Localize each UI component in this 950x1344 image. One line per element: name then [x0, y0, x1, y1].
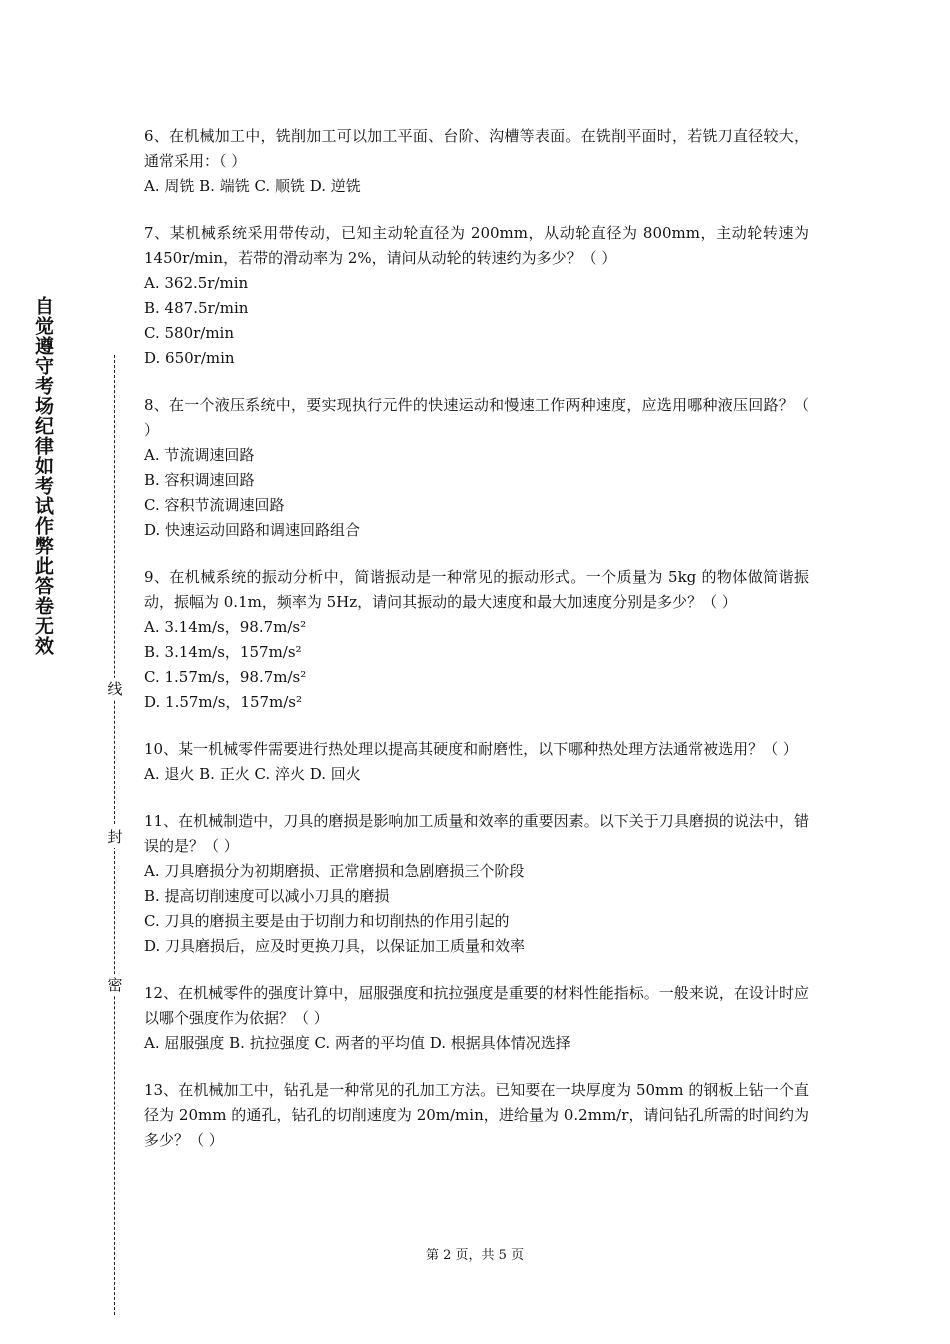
- question-list: [144, 124, 809, 1175]
- option-a: A. 节流调速回路: [144, 446, 255, 464]
- question-10: [144, 737, 809, 787]
- option-d: D. 刀具磨损后，应及时更换刀具，以保证加工质量和效率: [144, 937, 526, 955]
- question-stem: 9、在机械系统的振动分析中，简谐振动是一种常见的振动形式。一个质量为 5kg 的物体做简谐振动，振幅为 0.1m，频率为 5Hz，请问其振动的最大速度和最大加速度分别是多少？（ ）: [144, 568, 809, 611]
- question-9: [144, 565, 809, 715]
- question-stem: 6、在机械加工中，铣削加工可以加工平面、台阶、沟槽等表面。在铣削平面时，若铣刀直径较大，通常采用：（ ）: [144, 127, 809, 170]
- option-b: B. 提高切削速度可以减小刀具的磨损: [144, 887, 390, 905]
- option-c: C. 刀具的磨损主要是由于切削力和切削热的作用引起的: [144, 912, 510, 930]
- question-13: [144, 1078, 809, 1153]
- option-d: D. 1.57m/s，157m/s²: [144, 693, 303, 711]
- option-d: D. 快速运动回路和调速回路组合: [144, 521, 361, 539]
- question-options: A. 屈服强度 B. 抗拉强度 C. 两者的平均值 D. 根据具体情况选择: [144, 1034, 571, 1052]
- option-c: C. 1.57m/s，98.7m/s²: [144, 668, 307, 686]
- binding-label-seal: 封: [107, 828, 123, 846]
- question-stem: 10、某一机械零件需要进行热处理以提高其硬度和耐磨性，以下哪种热处理方法通常被选用？（ ）: [144, 740, 798, 758]
- question-stem: 12、在机械零件的强度计算中，屈服强度和抗拉强度是重要的材料性能指标。一般来说，在设计时应以哪个强度作为依据？（ ）: [144, 984, 809, 1027]
- option-d: D. 650r/min: [144, 349, 235, 367]
- question-stem: 8、在一个液压系统中，要实现执行元件的快速运动和慢速工作两种速度，应选用哪种液压回路？（ ）: [144, 396, 809, 439]
- exam-discipline-notice: 自觉遵守考场纪律如考试作弊此答卷无效: [32, 296, 54, 656]
- question-options: A. 周铣 B. 端铣 C. 顺铣 D. 逆铣: [144, 177, 361, 195]
- binding-label-line: 线: [107, 680, 123, 698]
- binding-label-secret: 密: [107, 976, 123, 994]
- option-c: C. 容积节流调速回路: [144, 496, 285, 514]
- option-a: A. 刀具磨损分为初期磨损、正常磨损和急剧磨损三个阶段: [144, 862, 525, 880]
- question-6: [144, 124, 809, 199]
- question-stem: 13、在机械加工中，钻孔是一种常见的孔加工方法。已知要在一块厚度为 50mm 的钢板上钻一个直径为 20mm 的通孔，钻孔的切削速度为 20m/min，进给量为 0.2mm/r，请问钻孔所需的时间约为多少？（ ）: [144, 1081, 809, 1149]
- option-a: A. 362.5r/min: [144, 274, 249, 292]
- question-8: [144, 393, 809, 543]
- question-12: [144, 981, 809, 1056]
- question-stem: 7、某机械系统采用带传动，已知主动轮直径为 200mm，从动轮直径为 800mm，主动轮转速为 1450r/min，若带的滑动率为 2%，请问从动轮的转速约为多少？（ ）: [144, 224, 809, 267]
- question-11: [144, 809, 809, 959]
- option-a: A. 3.14m/s，98.7m/s²: [144, 618, 307, 636]
- option-b: B. 487.5r/min: [144, 299, 249, 317]
- question-stem: 11、在机械制造中，刀具的磨损是影响加工质量和效率的重要因素。以下关于刀具磨损的说法中，错误的是？（ ）: [144, 812, 809, 855]
- page-number: 第 2 页，共 5 页: [425, 1248, 525, 1263]
- option-b: B. 容积调速回路: [144, 471, 255, 489]
- option-c: C. 580r/min: [144, 324, 235, 342]
- question-7: [144, 221, 809, 371]
- option-b: B. 3.14m/s，157m/s²: [144, 643, 302, 661]
- question-options: A. 退火 B. 正火 C. 淬火 D. 回火: [144, 765, 361, 783]
